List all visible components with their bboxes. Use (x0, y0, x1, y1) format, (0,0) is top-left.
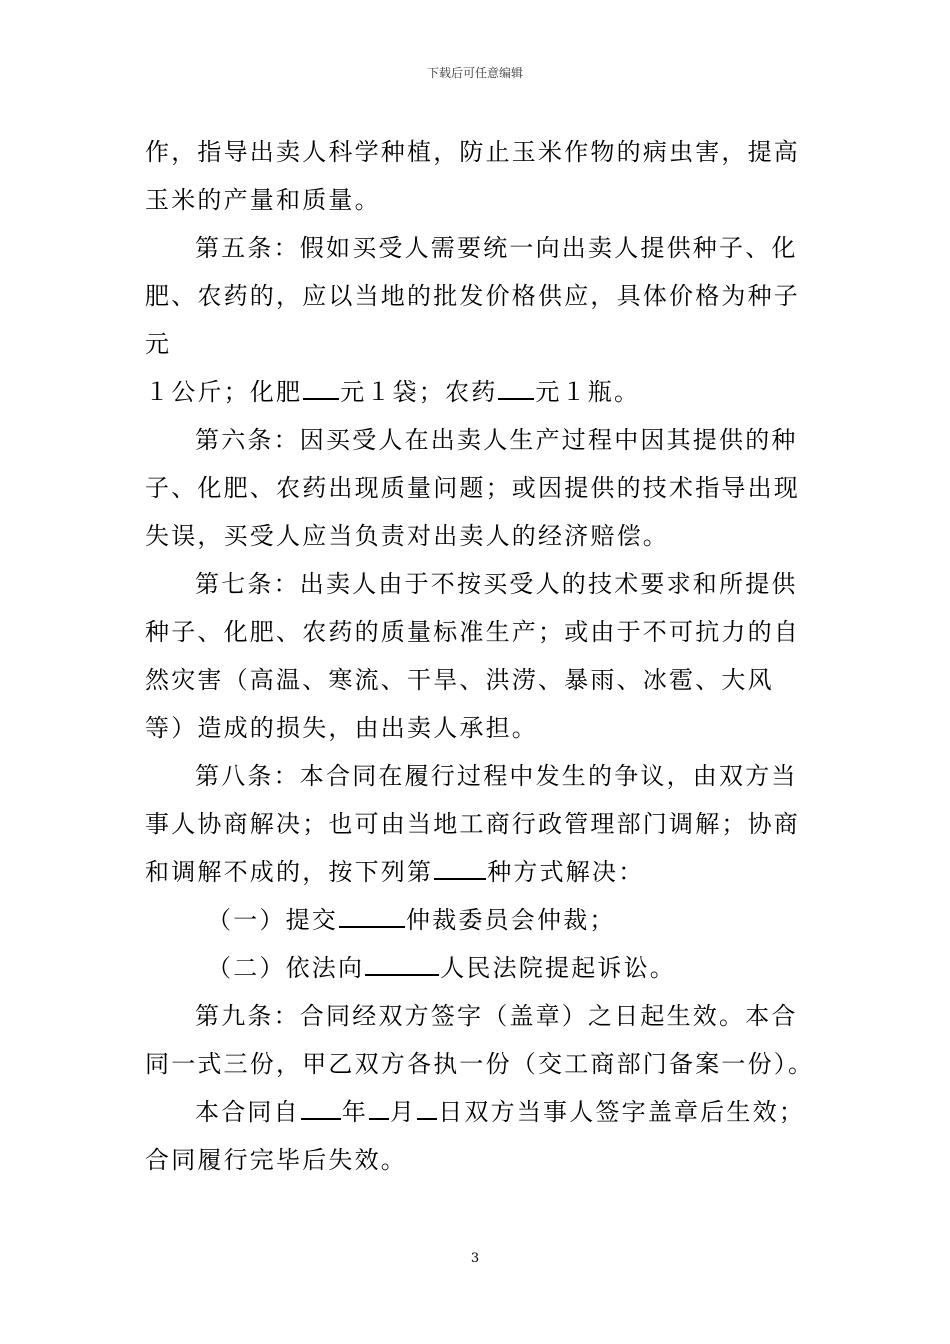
effective-date-line (145, 1088, 807, 1136)
text-line: 失误，买受人应当负责对出卖人的经济赔偿。 (145, 522, 669, 550)
blank-field (339, 904, 405, 928)
blank-field (434, 856, 486, 880)
text-line: 然灾害（高温、寒流、干旱、洪涝、暴雨、冰雹、大风 (145, 666, 774, 694)
text-fragment: 和调解不成的，按下列第 (145, 858, 434, 886)
text-fragment: 本合同自 (195, 1098, 300, 1126)
text-line: 元 (145, 330, 172, 358)
document-body (145, 128, 815, 1184)
blank-field (301, 1096, 341, 1120)
article-9-line: 第九条：合同经双方签字（盖章）之日起生效。本合 (195, 1002, 798, 1030)
blank-field (498, 376, 534, 400)
text-fragment: （二）依法向 (207, 954, 365, 982)
option-2-line (145, 944, 807, 992)
price-line (145, 368, 807, 416)
page-number: 3 (470, 1251, 480, 1266)
text-fragment: 元１瓶。 (535, 378, 641, 406)
text-line: 作，指导出卖人科学种植，防止玉米作物的病虫害，提高 (145, 138, 800, 166)
article-7-line: 第七条：出卖人由于不按买受人的技术要求和所提供 (195, 570, 798, 598)
blank-field (417, 1096, 437, 1120)
text-line: 同一式三份，甲乙双方各执一份（交工商部门备案一份）。 (145, 1050, 815, 1078)
text-fragment: 月 (390, 1098, 417, 1126)
text-line: 等）造成的损失，由出卖人承担。 (145, 714, 538, 742)
text-line: 玉米的产量和质量。 (145, 186, 381, 214)
text-fragment: 元１袋；农药 (340, 378, 498, 406)
article-5-line: 第五条：假如买受人需要统一向出卖人提供种子、化 (195, 234, 798, 262)
text-line: 肥、农药的，应以当地的批发价格供应，具体价格为种子 (145, 282, 800, 310)
page-header: 下载后可任意编辑 (426, 66, 523, 80)
text-fragment: １公斤；化肥 (145, 378, 303, 406)
article-8-line: 第八条：本合同在履行过程中发生的争议，由双方当 (195, 762, 798, 790)
text-fragment: （一）提交 (207, 906, 338, 934)
text-fragment: 人民法院提起诉讼。 (440, 954, 677, 982)
text-line: 种子、化肥、农药的质量标准生产；或由于不可抗力的自 (145, 618, 800, 646)
text-fragment: 日双方当事人签字盖章后生效； (438, 1098, 806, 1126)
blank-field (365, 952, 439, 976)
text-fragment: 种方式解决： (487, 858, 645, 886)
blank-field (369, 1096, 389, 1120)
text-line: 子、化肥、农药出现质量问题；或因提供的技术指导出现 (145, 474, 800, 502)
option-1-line (145, 896, 807, 944)
text-fragment: 仲裁委员会仲裁； (406, 906, 616, 934)
text-line: 事人协商解决；也可由当地工商行政管理部门调解；协商 (145, 810, 800, 838)
blank-field (303, 376, 339, 400)
dispute-method-line (145, 848, 807, 896)
article-6-line: 第六条：因买受人在出卖人生产过程中因其提供的种 (195, 426, 798, 454)
text-line: 合同履行完毕后失效。 (145, 1146, 407, 1174)
text-fragment: 年 (341, 1098, 369, 1126)
